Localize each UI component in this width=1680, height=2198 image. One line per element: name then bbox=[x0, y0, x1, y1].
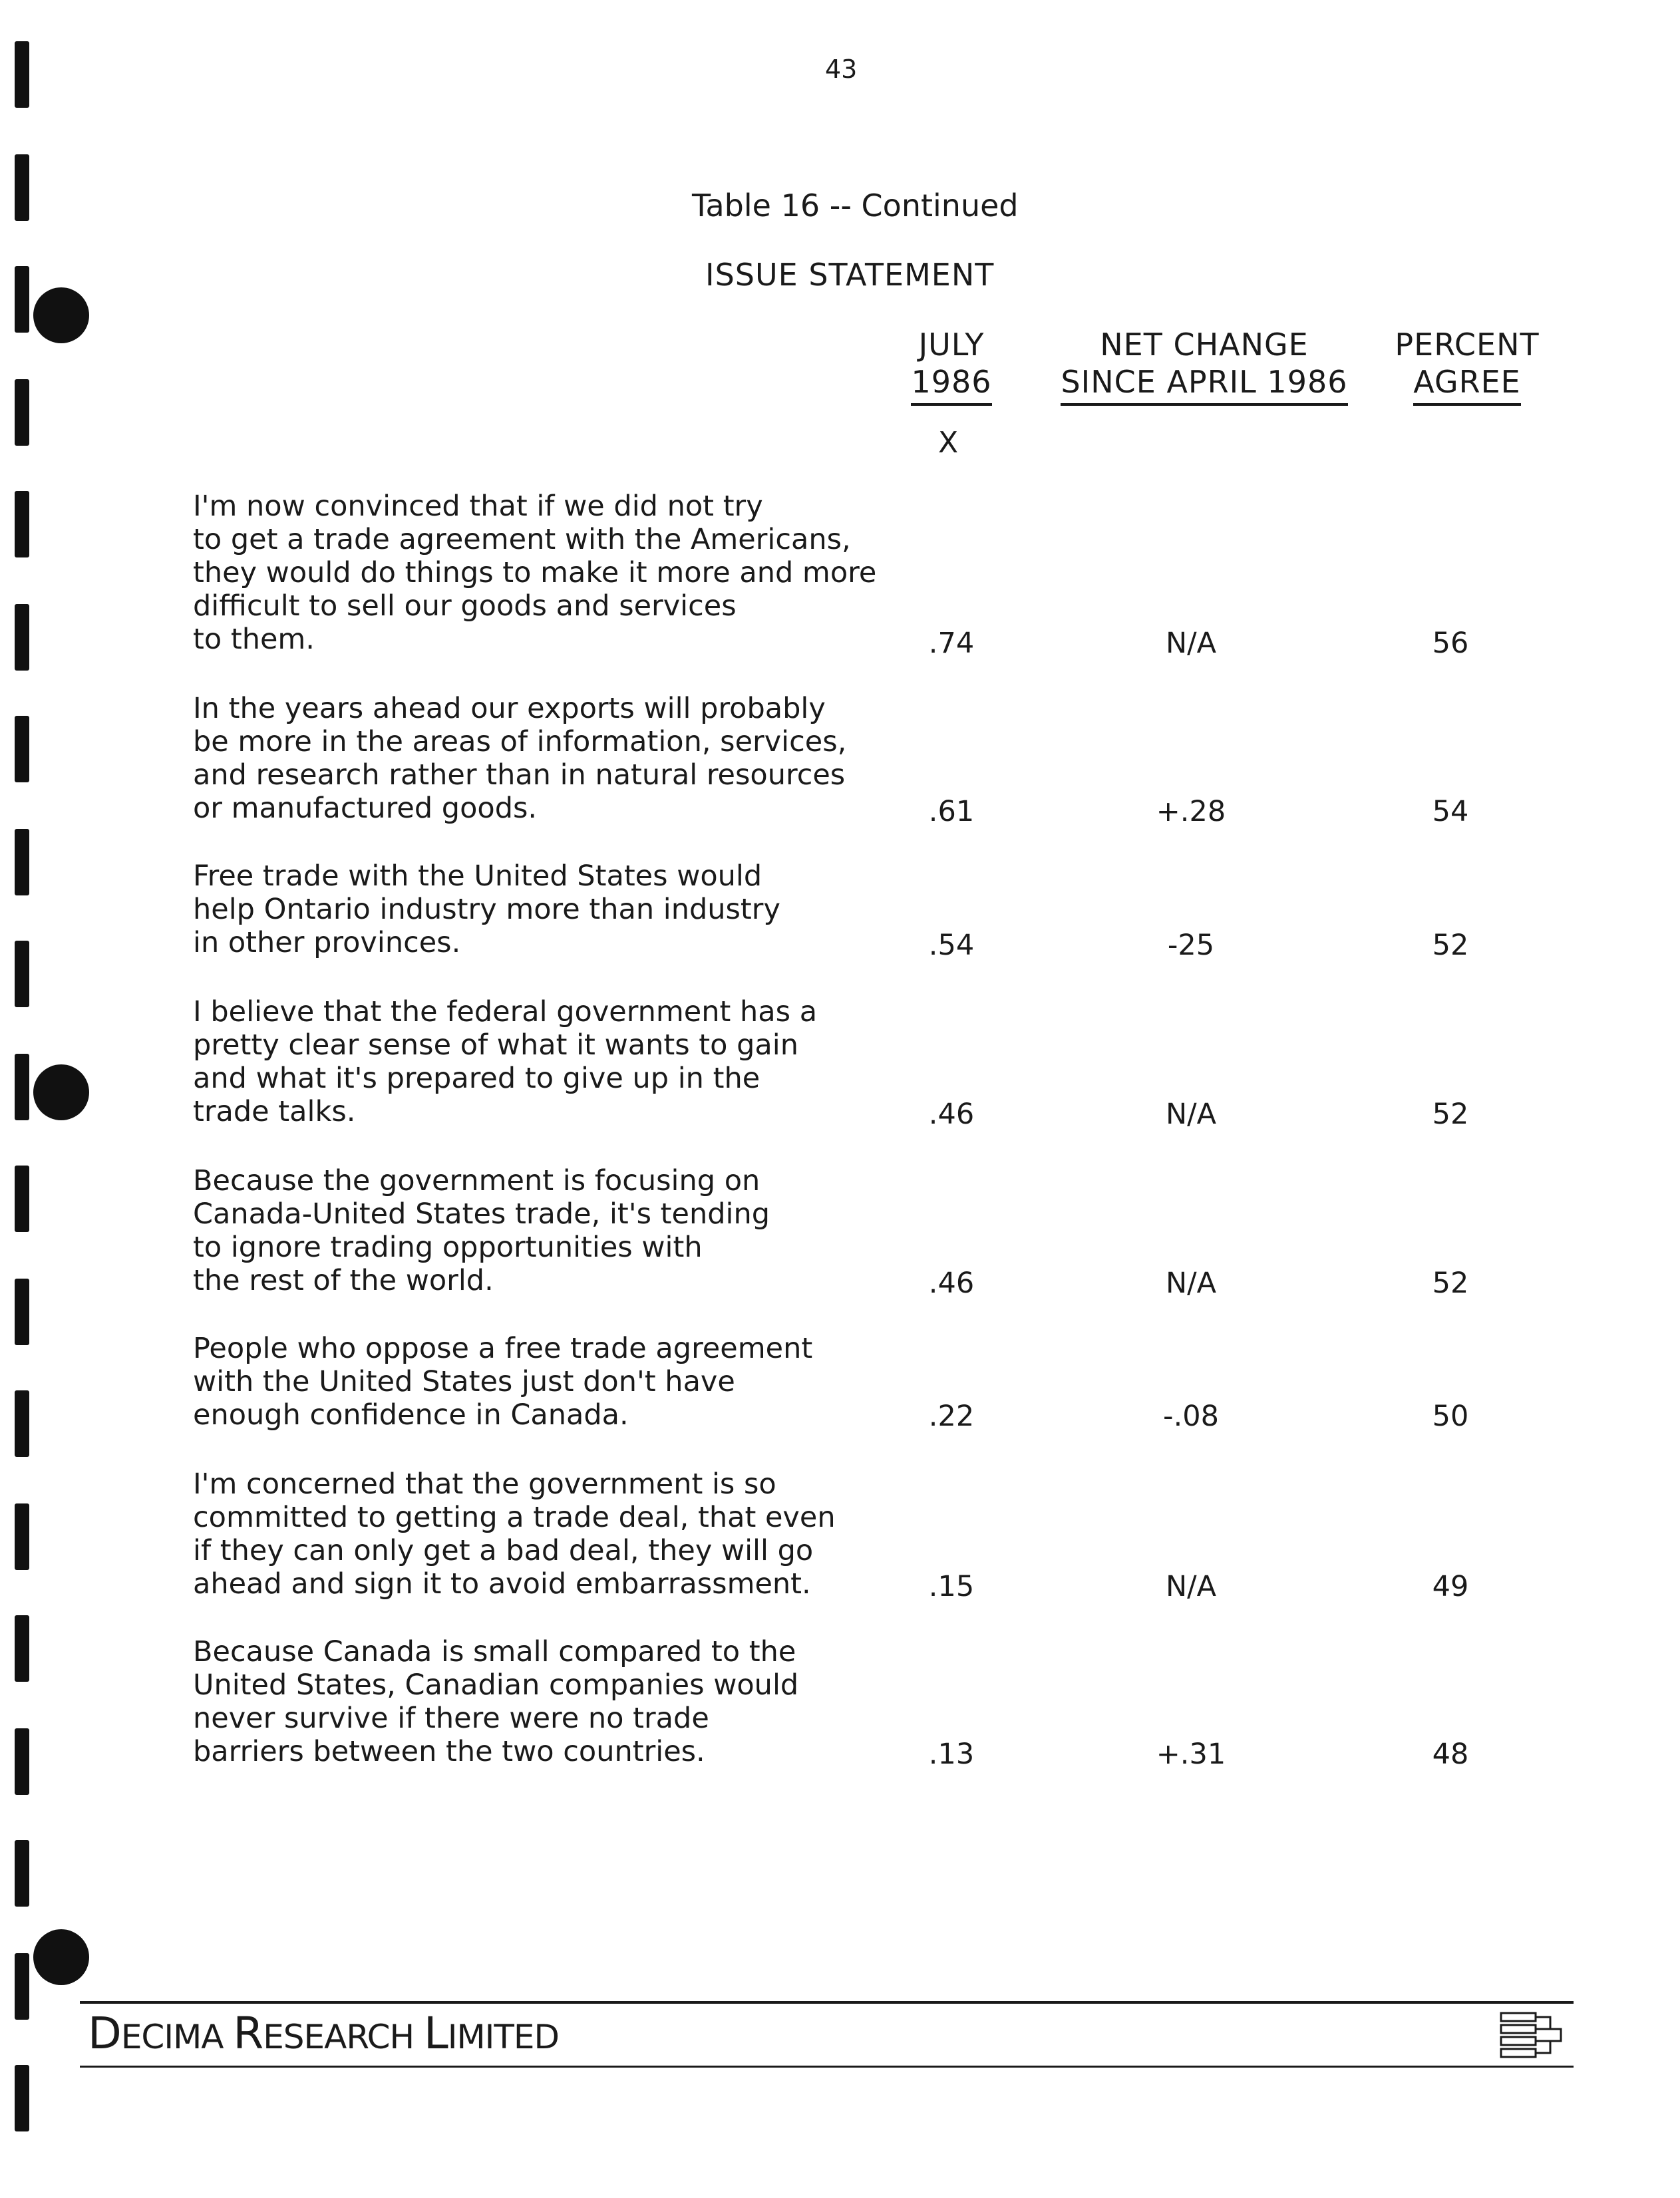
statement-text: I'm concerned that the government is so committed to getting a trade deal, that even if they can only get a bad deal, they will go ahead and sign it to avoid embarrassment. bbox=[193, 1468, 836, 1601]
binder-mark bbox=[15, 1054, 29, 1120]
july-1986-value: .54 bbox=[928, 929, 975, 962]
decima-logo-icon bbox=[1497, 2009, 1570, 2065]
statement-text: Because the government is focusing on Canada-United States trade, it's tending to ignore trading opportunities with the rest of the world. bbox=[193, 1164, 770, 1297]
binder-mark bbox=[15, 604, 29, 671]
binder-mark bbox=[15, 41, 29, 108]
binder-mark bbox=[15, 1166, 29, 1232]
percent-agree-value: 56 bbox=[1432, 627, 1469, 660]
statement-text: I believe that the federal government has a pretty clear sense of what it wants to gain and what it's prepared to give up in the trade talks. bbox=[193, 995, 818, 1128]
binder-mark bbox=[15, 1390, 29, 1457]
percent-agree-value: 52 bbox=[1432, 929, 1469, 962]
punch-hole bbox=[33, 1929, 89, 1985]
net-change-value: N/A bbox=[1165, 1267, 1217, 1300]
punch-hole bbox=[33, 287, 89, 343]
binder-mark bbox=[15, 1503, 29, 1570]
july-1986-value: .61 bbox=[928, 795, 975, 828]
statement-text: Free trade with the United States would help Ontario industry more than industry in other provinces. bbox=[193, 860, 780, 959]
july-1986-value: .74 bbox=[928, 627, 975, 660]
binder-mark bbox=[15, 1279, 29, 1345]
issue-statement-heading: ISSUE STATEMENT bbox=[705, 257, 995, 293]
column-header-net-change: NET CHANGE SINCE APRIL 1986 bbox=[1045, 326, 1364, 406]
net-change-value: N/A bbox=[1165, 1098, 1217, 1131]
percent-agree-value: 48 bbox=[1432, 1738, 1469, 1771]
percent-agree-value: 52 bbox=[1432, 1267, 1469, 1300]
july-1986-value: .13 bbox=[928, 1738, 975, 1771]
percent-agree-value: 50 bbox=[1432, 1400, 1469, 1433]
statement-text: Because Canada is small compared to the United States, Canadian companies would never survive if there were no trade barriers between the two countries. bbox=[193, 1635, 799, 1768]
punch-hole bbox=[33, 1064, 89, 1120]
july-1986-value: .46 bbox=[928, 1267, 975, 1300]
statement-text: People who oppose a free trade agreement with the United States just don't have enough confidence in Canada. bbox=[193, 1332, 813, 1432]
percent-agree-value: 54 bbox=[1432, 795, 1469, 828]
column-header-percent-agree: PERCENT AGREE bbox=[1357, 326, 1577, 406]
footer-rule-bottom bbox=[80, 2066, 1574, 2068]
binder-mark bbox=[15, 716, 29, 782]
footer-rule-top bbox=[80, 2001, 1574, 2004]
net-change-value: +.31 bbox=[1156, 1738, 1226, 1771]
column-header-july-1986: JULY 1986 bbox=[885, 326, 1018, 406]
percent-agree-value: 52 bbox=[1432, 1098, 1469, 1131]
statement-text: In the years ahead our exports will probably be more in the areas of information, services, and research rather than in natural resources or manufactured goods. bbox=[193, 692, 847, 825]
binder-mark bbox=[15, 266, 29, 333]
july-1986-value: .22 bbox=[928, 1400, 975, 1433]
page-number: 43 bbox=[825, 55, 858, 84]
binder-mark bbox=[15, 1953, 29, 2020]
net-change-value: +.28 bbox=[1156, 795, 1226, 828]
percent-agree-value: 49 bbox=[1432, 1570, 1469, 1603]
july-1986-value: .15 bbox=[928, 1570, 975, 1603]
binder-mark bbox=[15, 154, 29, 221]
footer-brand: DECIMA RESEARCH LIMITED bbox=[88, 2008, 560, 2059]
binder-mark bbox=[15, 829, 29, 895]
net-change-value: -25 bbox=[1167, 929, 1215, 962]
binder-mark bbox=[15, 491, 29, 557]
net-change-value: -.08 bbox=[1163, 1400, 1219, 1433]
net-change-value: N/A bbox=[1165, 627, 1217, 660]
statement-text: I'm now convinced that if we did not try to get a trade agreement with the Americans, they would do things to make it more and more difficult to sell our goods and services to them. bbox=[193, 490, 877, 656]
binder-mark bbox=[15, 1615, 29, 1682]
binder-mark bbox=[15, 1728, 29, 1795]
binder-mark bbox=[15, 379, 29, 446]
binder-mark bbox=[15, 941, 29, 1007]
binder-mark bbox=[15, 2065, 29, 2131]
x-marker: X bbox=[938, 426, 959, 460]
net-change-value: N/A bbox=[1165, 1570, 1217, 1603]
july-1986-value: .46 bbox=[928, 1098, 975, 1131]
binder-mark bbox=[15, 1840, 29, 1907]
table-caption: Table 16 -- Continued bbox=[692, 188, 1019, 224]
